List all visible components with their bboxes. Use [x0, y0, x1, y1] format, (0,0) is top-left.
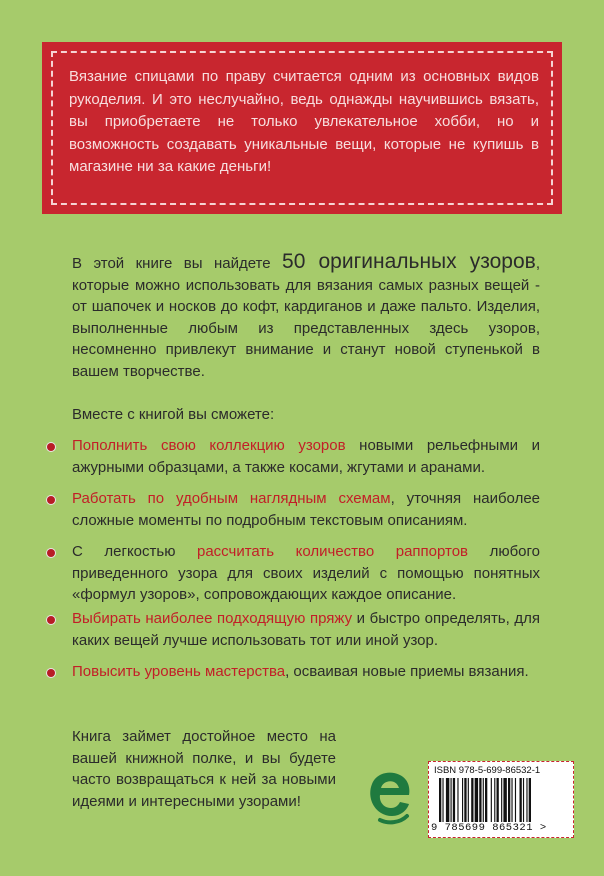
publisher-logo-icon [366, 766, 412, 826]
bullet-5-post: , осваивая новые приемы вязания. [285, 663, 529, 680]
bullet-1-post: новыми рельефными и ажурными образцами, а также косами, жгутами и аранами. [72, 437, 540, 476]
intro-part2: , которые можно использовать для вязания самых разных вещей - от шапочек и носков до кофт, кардиганов и даже пальто. Изделия, выполненные любым из представленных здесь узоров, несомненно привлекут внимание и станут новой ступенькой в вашем творчестве. [72, 255, 540, 380]
bullet-dot-3 [47, 549, 55, 557]
closing-paragraph: Книга займет достойное место на вашей книжной полке, и вы будете часто возвращаться к ней за новыми идеями и интересными узорами! [72, 728, 336, 810]
list-intro: Вместе с книгой вы сможете: [72, 406, 275, 423]
intro-part1: В этой книге вы найдете [72, 255, 283, 272]
bullet-item-5 [72, 661, 540, 683]
bullet-4-post: и быстро определять, для каких вещей лучше использовать тот или иной узор. [72, 610, 541, 649]
barcode-icon [437, 778, 567, 822]
bullet-item-1 [72, 435, 540, 478]
bullet-item-4 [72, 608, 540, 651]
bullet-dot-4 [47, 616, 55, 624]
bullet-3-highlight: рассчитать количество раппортов [197, 543, 469, 560]
intro-paragraph [72, 251, 540, 382]
isbn-barcode-box [428, 761, 574, 838]
bullet-item-3 [72, 541, 540, 606]
intro-highlight: 50 оригинальных узоров [282, 250, 536, 273]
bullet-1-highlight: Пополнить свою коллекцию узоров [72, 437, 346, 454]
bullet-dot-5 [47, 669, 55, 677]
bullet-3-post: любого приведенного узора для своих изделий с помощью понятных «формул узоров», сопровождающих каждое описание. [72, 543, 540, 603]
isbn-label: ISBN 978-5-699-86532-1 [434, 765, 541, 776]
bullet-2-post: , уточняя наиболее сложные моменты по подробным текстовым описаниям. [72, 490, 541, 529]
bullet-item-2 [72, 488, 540, 531]
bullet-dot-2 [47, 496, 55, 504]
bullet-3-pre: С легкостью [72, 543, 197, 560]
bullet-5-highlight: Повысить уровень мастерства [72, 663, 286, 680]
intro-banner [42, 42, 562, 214]
banner-text: Вязание спицами по праву считается одним из основных видов рукоделия. И это неслучайно, ведь однажды научившись вязать, вы приобретаете не только увлекательное хобби, но и возможность создавать уникальные вещи, которые не купишь в магазине ни за какие деньги! [69, 68, 539, 175]
bullet-4-highlight: Выбирать наиболее подходящую пряжу [72, 610, 353, 627]
bullet-2-highlight: Работать по удобным наглядным схемам [72, 490, 391, 507]
bullet-dot-1 [47, 443, 55, 451]
barcode-number: 9 785699 865321 > [431, 822, 547, 834]
